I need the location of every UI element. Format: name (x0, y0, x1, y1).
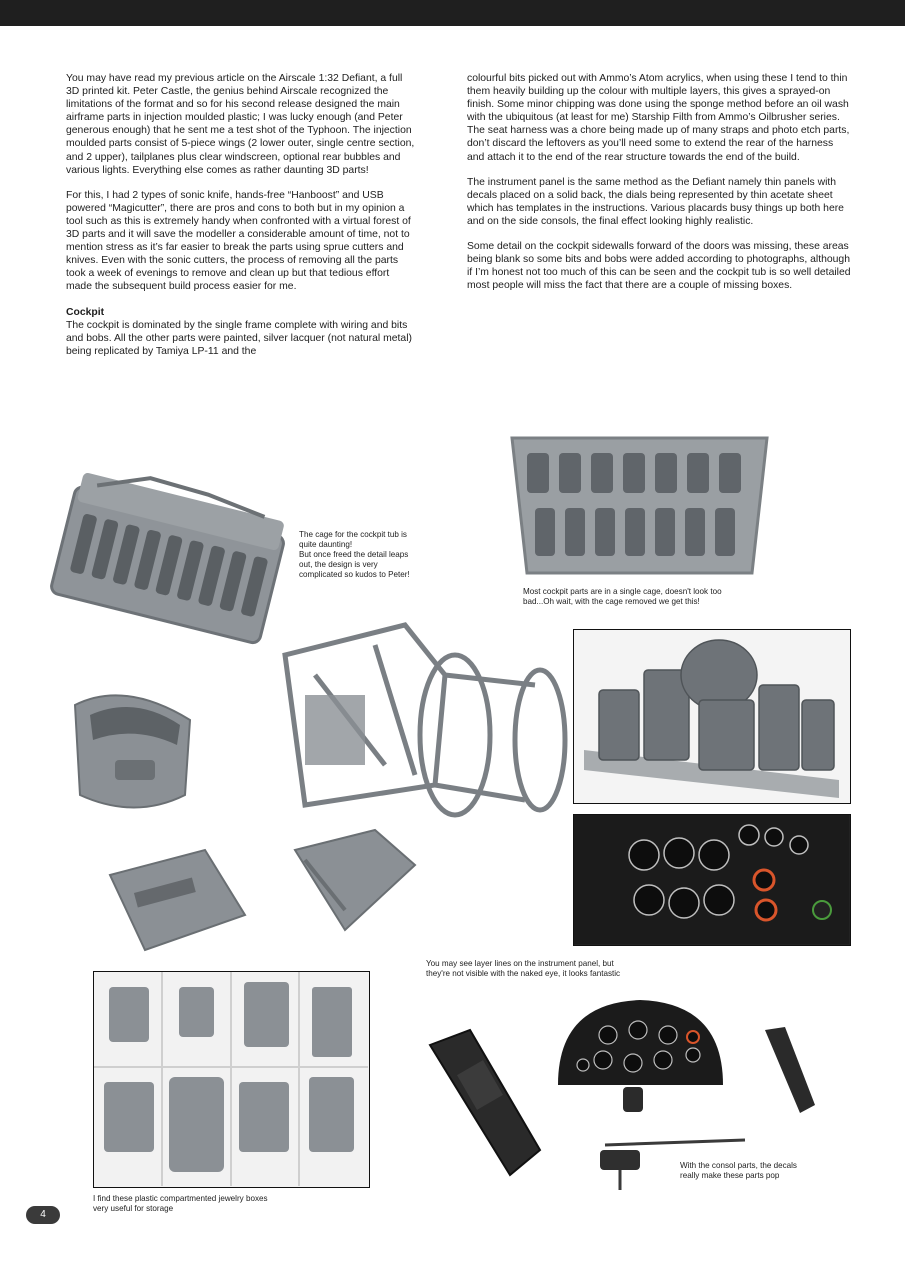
caption-storage: I find these plastic compartmented jewelry boxes very useful for storage (93, 1194, 268, 1213)
body-paragraph: For this, I had 2 types of sonic knife, hands-free “Hanboost” and USB powered “Magicutter”, there are pros and cons to both but in my opinion a tool such as this is extremely handy when confronted with a virtual forest of 3D parts and it will save the modeller a considerable amount of time, not to mention stress as it’s far easier to break the parts using sprue cutters and knives. Even with the sonic cutters, the process of removing all the parts took a week of evenings to remove and clean up but that tedious effort made the subsequent build process easier for me. (66, 189, 411, 293)
photo-instrument-panel (573, 814, 851, 946)
photo-cage-upright (497, 428, 782, 583)
photo-seat-back (285, 820, 425, 935)
caption-cage-daunting: The cage for the cockpit tub is quite daunting! But once freed the detail leaps out, the design is very complicated so kudos to Peter! (299, 530, 410, 579)
photo-consol-right (760, 1025, 820, 1115)
body-paragraph: colourful bits picked out with Ammo’s Atom acrylics, when using these I tend to thin them heavily building up the colour with multiple layers, this gives a sprayed-on finish. Some minor chipping was done using the sponge method before an oil wash with the ubiquitous (at least for me) Starship Filth from Ammo’s Oilbrusher series. The seat harness was a chore being made up of many straps and photo etch parts, don’t discard the leftovers as you’ll need some to extend the rear of the harness and attach it to the end of the rear structure towards the end of the build. (467, 73, 850, 163)
body-paragraph: The instrument panel is the same method as the Defiant namely thin panels with decals placed on a solid back, the dials being represented by thin acetate sheet which has templates in the instructions. Various placards busy things up both here and on the side consols, the final effect looking highly realistic. (467, 176, 844, 227)
caption-single-cage: Most cockpit parts are in a single cage, doesn't look too bad...Oh wait, with the cage removed we get this! (523, 587, 722, 606)
section-heading-cockpit: Cockpit (66, 306, 105, 318)
body-paragraph: You may have read my previous article on the Airscale 1:32 Defiant, a full 3D printed kit. Peter Castle, the genius behind Airscale recognized the limitations of the format and so for his second release designed the main airframe parts in injection moulded plastic; I was lucky enough (and Peter generous enough) that he sent me a test shot of the Typhoon. The injection moulded parts consist of 5-piece wings (2 lower outer, single centre section, and 2 upper), tailplanes plus clear windscreen, optional rear bubbles and various lights. Everything else comes as rather daunting 3D parts! (66, 73, 415, 176)
photo-floor-part (105, 845, 250, 955)
photo-finished-panel (553, 995, 728, 1125)
page-number: 4 (26, 1206, 60, 1224)
article-column-right (467, 72, 851, 304)
body-paragraph: The cockpit is dominated by the single frame complete with wiring and bits and bobs. All the other parts were painted, silver lacquer (not natural metal) being replicated by Tamiya LP-11 and the (66, 319, 412, 357)
body-paragraph: Some detail on the cockpit sidewalls forward of the doors was missing, these areas being blank so some bits and bobs were added according to photographs, although if I’m honest not too much of this can be seen and the cockpit tub is so well detailed most people will miss the fact that there are a couple of missing boxes. (467, 241, 851, 292)
caption-layer-lines: You may see layer lines on the instrument panel, but they're not visible with the naked eye, it looks fantastic (426, 959, 621, 978)
photo-seat-part (65, 685, 205, 825)
header-bar (0, 0, 905, 26)
photo-storage-box (93, 971, 370, 1188)
caption-consol-parts: With the consol parts, the decals really make these parts pop (680, 1161, 797, 1180)
photo-cockpit-tub (573, 629, 851, 804)
photo-consol-left (420, 1025, 550, 1180)
article-column-left (66, 72, 418, 370)
